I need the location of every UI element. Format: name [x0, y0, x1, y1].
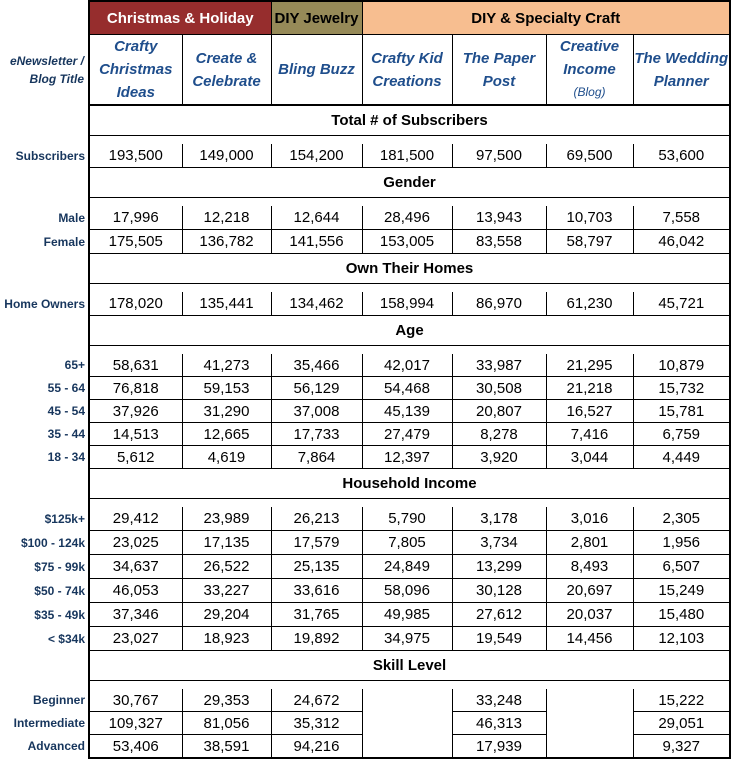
value-cell-create-celebrate: 17,135: [182, 531, 271, 555]
value-cell-bling-buzz: 134,462: [271, 292, 362, 316]
value-cell-bling-buzz: 12,644: [271, 206, 362, 230]
section-gap-row: [0, 499, 730, 508]
value-cell-the-wedding-planner: 6,507: [633, 555, 730, 579]
value-cell-the-wedding-planner: 53,600: [633, 144, 730, 168]
value-cell-the-paper-post: 3,920: [452, 446, 546, 469]
value-cell-bling-buzz: 56,129: [271, 377, 362, 400]
value-cell-the-wedding-planner: 6,759: [633, 423, 730, 446]
data-row-34k: [0, 627, 730, 651]
section-gap-row: [0, 681, 730, 690]
value-cell-crafty-christmas-ideas: 46,053: [89, 579, 182, 603]
column-title-text: Crafty Christmas Ideas: [99, 38, 173, 101]
value-cell-create-celebrate: 26,522: [182, 555, 271, 579]
value-cell-creative-income: 16,527: [546, 400, 633, 423]
value-cell-crafty-christmas-ideas: 58,631: [89, 354, 182, 377]
value-cell-creative-income: 69,500: [546, 144, 633, 168]
section-title-skill-level: Skill Level: [89, 651, 730, 681]
gap-label-cell: [0, 499, 89, 508]
data-row-125k: [0, 507, 730, 531]
data-row-female: [0, 230, 730, 254]
value-cell-creative-income: 3,016: [546, 507, 633, 531]
value-cell-bling-buzz: 17,579: [271, 531, 362, 555]
value-cell-the-wedding-planner: 45,721: [633, 292, 730, 316]
data-row-75-99k: [0, 555, 730, 579]
value-cell-creative-income: 14,456: [546, 627, 633, 651]
value-cell-bling-buzz: 24,672: [271, 689, 362, 712]
value-cell-create-celebrate: 135,441: [182, 292, 271, 316]
value-cell-create-celebrate: 29,353: [182, 689, 271, 712]
value-cell-crafty-kid-creations: 45,139: [362, 400, 452, 423]
row-label: $75 - 99k: [34, 559, 85, 574]
row-label: $100 - 124k: [20, 535, 85, 550]
section-gap-row: [0, 346, 730, 355]
column-title-text: The Paper Post: [462, 49, 536, 90]
row-header-label: eNewsletter / Blog Title: [9, 53, 84, 86]
value-cell-the-paper-post: 3,734: [452, 531, 546, 555]
value-cell-creative-income: 2,801: [546, 531, 633, 555]
section-label-spacer: [0, 105, 89, 136]
value-cell-the-wedding-planner: 7,558: [633, 206, 730, 230]
value-cell-creative-income: 8,493: [546, 555, 633, 579]
gap-fill-cell: [89, 136, 730, 145]
data-row-home-owners: [0, 292, 730, 316]
value-cell-crafty-christmas-ideas: 5,612: [89, 446, 182, 469]
column-title-the-wedding-planner: [633, 35, 730, 106]
value-cell-the-paper-post: 33,987: [452, 354, 546, 377]
value-cell-the-paper-post: 33,248: [452, 689, 546, 712]
value-cell-create-celebrate: 12,665: [182, 423, 271, 446]
section-header-row: [0, 469, 730, 499]
value-cell-crafty-kid-creations: 58,096: [362, 579, 452, 603]
value-cell-create-celebrate: 38,591: [182, 735, 271, 759]
value-cell-crafty-kid-creations: 181,500: [362, 144, 452, 168]
value-cell-bling-buzz: 33,616: [271, 579, 362, 603]
value-cell-crafty-kid-creations: [362, 712, 452, 735]
row-label: $50 - 74k: [34, 583, 85, 598]
data-row-45-54: [0, 400, 730, 423]
value-cell-bling-buzz: 17,733: [271, 423, 362, 446]
value-cell-bling-buzz: 25,135: [271, 555, 362, 579]
row-label: Subscribers: [15, 148, 85, 163]
value-cell-the-paper-post: 20,807: [452, 400, 546, 423]
section-header-row: [0, 168, 730, 198]
value-cell-the-paper-post: 30,128: [452, 579, 546, 603]
value-cell-crafty-kid-creations: 158,994: [362, 292, 452, 316]
corner-cell: [0, 1, 89, 35]
value-cell-crafty-kid-creations: 7,805: [362, 531, 452, 555]
section-title-own-their-homes: Own Their Homes: [89, 254, 730, 284]
section-title-gender: Gender: [89, 168, 730, 198]
value-cell-crafty-christmas-ideas: 109,327: [89, 712, 182, 735]
category-christmas-holiday: Christmas & Holiday: [89, 1, 271, 35]
row-label: < $34k: [47, 631, 85, 646]
value-cell-the-paper-post: 83,558: [452, 230, 546, 254]
gap-fill-cell: [89, 681, 730, 690]
data-row-65: [0, 354, 730, 377]
value-cell-create-celebrate: 33,227: [182, 579, 271, 603]
value-cell-the-wedding-planner: 46,042: [633, 230, 730, 254]
row-label: Intermediate: [13, 716, 85, 730]
gap-label-cell: [0, 346, 89, 355]
value-cell-the-paper-post: 3,178: [452, 507, 546, 531]
data-row-18-34: [0, 446, 730, 469]
value-cell-crafty-kid-creations: 28,496: [362, 206, 452, 230]
value-cell-creative-income: [546, 689, 633, 712]
value-cell-bling-buzz: 94,216: [271, 735, 362, 759]
value-cell-the-paper-post: 8,278: [452, 423, 546, 446]
value-cell-crafty-christmas-ideas: 178,020: [89, 292, 182, 316]
section-label-spacer: [0, 168, 89, 198]
value-cell-creative-income: [546, 735, 633, 759]
value-cell-create-celebrate: 81,056: [182, 712, 271, 735]
value-cell-the-paper-post: 86,970: [452, 292, 546, 316]
data-row-35-49k: [0, 603, 730, 627]
column-title-text: The Wedding Planner: [634, 49, 729, 90]
value-cell-the-paper-post: 19,549: [452, 627, 546, 651]
value-cell-crafty-christmas-ideas: 29,412: [89, 507, 182, 531]
value-cell-creative-income: 7,416: [546, 423, 633, 446]
value-cell-crafty-kid-creations: 49,985: [362, 603, 452, 627]
value-cell-create-celebrate: 149,000: [182, 144, 271, 168]
value-cell-creative-income: 61,230: [546, 292, 633, 316]
gap-fill-cell: [89, 346, 730, 355]
value-cell-crafty-christmas-ideas: 37,346: [89, 603, 182, 627]
value-cell-creative-income: 58,797: [546, 230, 633, 254]
column-subtitle-text: (Blog): [573, 85, 606, 99]
value-cell-create-celebrate: 59,153: [182, 377, 271, 400]
value-cell-the-paper-post: 13,943: [452, 206, 546, 230]
column-title-the-paper-post: [452, 35, 546, 106]
value-cell-bling-buzz: 141,556: [271, 230, 362, 254]
row-label: Male: [58, 210, 85, 225]
section-title-total-of-subscribers: Total # of Subscribers: [89, 105, 730, 136]
data-row-intermediate: [0, 712, 730, 735]
column-title-text: Create & Celebrate: [192, 49, 261, 90]
row-label: Female: [43, 234, 85, 249]
value-cell-creative-income: 20,037: [546, 603, 633, 627]
column-title-create-celebrate: [182, 35, 271, 106]
value-cell-crafty-kid-creations: 54,468: [362, 377, 452, 400]
value-cell-crafty-kid-creations: 27,479: [362, 423, 452, 446]
section-header-row: [0, 651, 730, 681]
value-cell-crafty-kid-creations: [362, 735, 452, 759]
value-cell-the-wedding-planner: 15,732: [633, 377, 730, 400]
value-cell-crafty-kid-creations: 34,975: [362, 627, 452, 651]
section-label-spacer: [0, 254, 89, 284]
section-title-age: Age: [89, 316, 730, 346]
value-cell-crafty-christmas-ideas: 53,406: [89, 735, 182, 759]
category-diy-jewelry: DIY Jewelry: [271, 1, 362, 35]
value-cell-creative-income: 10,703: [546, 206, 633, 230]
category-diy-specialty-craft: DIY & Specialty Craft: [362, 1, 730, 35]
value-cell-bling-buzz: 26,213: [271, 507, 362, 531]
value-cell-create-celebrate: 136,782: [182, 230, 271, 254]
section-label-spacer: [0, 316, 89, 346]
data-row-advanced: [0, 735, 730, 759]
gap-fill-cell: [89, 499, 730, 508]
section-header-row: [0, 254, 730, 284]
value-cell-the-wedding-planner: 29,051: [633, 712, 730, 735]
value-cell-creative-income: 3,044: [546, 446, 633, 469]
gap-label-cell: [0, 136, 89, 145]
value-cell-creative-income: 21,295: [546, 354, 633, 377]
section-gap-row: [0, 284, 730, 293]
value-cell-crafty-christmas-ideas: 193,500: [89, 144, 182, 168]
gap-fill-cell: [89, 198, 730, 207]
value-cell-creative-income: 21,218: [546, 377, 633, 400]
column-title-creative-income: [546, 35, 633, 106]
title-row: [0, 35, 730, 106]
value-cell-the-wedding-planner: 10,879: [633, 354, 730, 377]
data-row-subscribers: [0, 144, 730, 168]
row-label: 45 - 54: [47, 404, 85, 418]
row-label: 65+: [64, 358, 85, 373]
value-cell-the-wedding-planner: 15,222: [633, 689, 730, 712]
value-cell-crafty-kid-creations: 24,849: [362, 555, 452, 579]
row-label: Home Owners: [4, 296, 85, 311]
value-cell-the-paper-post: 27,612: [452, 603, 546, 627]
section-title-household-income: Household Income: [89, 469, 730, 499]
value-cell-bling-buzz: 35,466: [271, 354, 362, 377]
value-cell-the-wedding-planner: 12,103: [633, 627, 730, 651]
section-gap-row: [0, 198, 730, 207]
value-cell-crafty-christmas-ideas: 175,505: [89, 230, 182, 254]
data-row-50-74k: [0, 579, 730, 603]
row-label: Beginner: [32, 693, 85, 708]
value-cell-crafty-christmas-ideas: 30,767: [89, 689, 182, 712]
gap-label-cell: [0, 681, 89, 690]
value-cell-crafty-christmas-ideas: 37,926: [89, 400, 182, 423]
value-cell-the-wedding-planner: 15,249: [633, 579, 730, 603]
value-cell-the-paper-post: 46,313: [452, 712, 546, 735]
value-cell-create-celebrate: 31,290: [182, 400, 271, 423]
column-title-crafty-kid-creations: [362, 35, 452, 106]
gap-label-cell: [0, 198, 89, 207]
column-title-text: Crafty Kid Creations: [371, 49, 443, 90]
value-cell-creative-income: [546, 712, 633, 735]
row-label: 35 - 44: [47, 427, 85, 441]
value-cell-the-paper-post: 13,299: [452, 555, 546, 579]
row-label: 55 - 64: [47, 381, 85, 395]
value-cell-the-wedding-planner: 4,449: [633, 446, 730, 469]
value-cell-the-wedding-planner: 9,327: [633, 735, 730, 759]
value-cell-create-celebrate: 4,619: [182, 446, 271, 469]
column-title-text: Bling Buzz: [278, 61, 355, 78]
value-cell-bling-buzz: 31,765: [271, 603, 362, 627]
value-cell-create-celebrate: 18,923: [182, 627, 271, 651]
value-cell-the-paper-post: 17,939: [452, 735, 546, 759]
column-title-bling-buzz: [271, 35, 362, 106]
value-cell-bling-buzz: 35,312: [271, 712, 362, 735]
value-cell-bling-buzz: 154,200: [271, 144, 362, 168]
value-cell-the-wedding-planner: 15,781: [633, 400, 730, 423]
column-title-crafty-christmas-ideas: [89, 35, 182, 106]
value-cell-create-celebrate: 12,218: [182, 206, 271, 230]
value-cell-bling-buzz: 7,864: [271, 446, 362, 469]
value-cell-the-wedding-planner: 2,305: [633, 507, 730, 531]
value-cell-crafty-christmas-ideas: 14,513: [89, 423, 182, 446]
section-label-spacer: [0, 469, 89, 499]
section-header-row: [0, 316, 730, 346]
value-cell-the-wedding-planner: 1,956: [633, 531, 730, 555]
column-title-text: Creative Income: [559, 38, 620, 78]
value-cell-crafty-kid-creations: 5,790: [362, 507, 452, 531]
category-header-row: [0, 1, 730, 35]
data-row-beginner: [0, 689, 730, 712]
value-cell-crafty-christmas-ideas: 34,637: [89, 555, 182, 579]
value-cell-bling-buzz: 37,008: [271, 400, 362, 423]
data-row-male: [0, 206, 730, 230]
row-label: 18 - 34: [47, 450, 85, 464]
data-row-55-64: [0, 377, 730, 400]
value-cell-create-celebrate: 41,273: [182, 354, 271, 377]
section-gap-row: [0, 136, 730, 145]
data-row-35-44: [0, 423, 730, 446]
value-cell-the-wedding-planner: 15,480: [633, 603, 730, 627]
value-cell-create-celebrate: 23,989: [182, 507, 271, 531]
section-label-spacer: [0, 651, 89, 681]
gap-label-cell: [0, 284, 89, 293]
value-cell-crafty-kid-creations: [362, 689, 452, 712]
data-row-100-124k: [0, 531, 730, 555]
value-cell-crafty-christmas-ideas: 23,025: [89, 531, 182, 555]
value-cell-creative-income: 20,697: [546, 579, 633, 603]
row-label: $35 - 49k: [34, 607, 85, 622]
row-label: $125k+: [44, 511, 85, 526]
value-cell-crafty-christmas-ideas: 23,027: [89, 627, 182, 651]
value-cell-the-paper-post: 30,508: [452, 377, 546, 400]
value-cell-crafty-christmas-ideas: 76,818: [89, 377, 182, 400]
value-cell-crafty-kid-creations: 42,017: [362, 354, 452, 377]
value-cell-crafty-christmas-ideas: 17,996: [89, 206, 182, 230]
value-cell-crafty-kid-creations: 12,397: [362, 446, 452, 469]
value-cell-create-celebrate: 29,204: [182, 603, 271, 627]
value-cell-crafty-kid-creations: 153,005: [362, 230, 452, 254]
value-cell-bling-buzz: 19,892: [271, 627, 362, 651]
section-header-row: [0, 105, 730, 136]
value-cell-the-paper-post: 97,500: [452, 144, 546, 168]
row-label: Advanced: [27, 739, 85, 754]
gap-fill-cell: [89, 284, 730, 293]
